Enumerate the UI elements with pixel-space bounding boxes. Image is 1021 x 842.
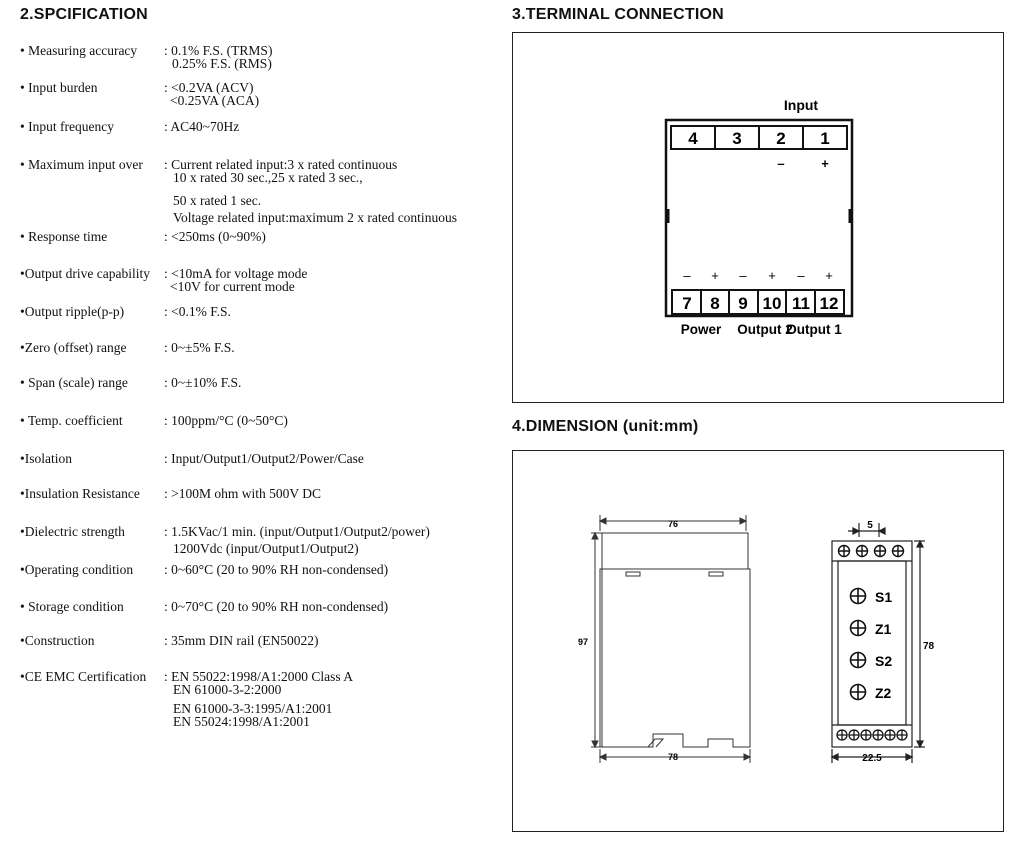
spec-value: : Current related input:3 x rated continuous 10 x rated 30 sec.,25 x rated 3 sec., 50 x rated 1 sec. Voltage related input:maximum 2 x rated continuous [164,157,457,225]
spec-value: : Input/Output1/Output2/Power/Case [164,451,364,466]
terminal-diagram [513,33,1003,402]
side-width-label: 22.5 [862,753,882,764]
spec-label: •Output drive capability [20,266,150,281]
spec-value: : <0.1% F.S. [164,304,231,319]
front-width-label: 76 [667,519,679,529]
spec-label: • Span (scale) range [20,375,128,390]
adjust-pots [851,589,866,700]
terminal-4: 4 [688,129,698,148]
spec-value: : <10mA for voltage mode <10V for current mode [164,266,308,294]
spec-label: • Maximum input over [20,157,143,172]
spec-value: : 0~±10% F.S. [164,375,242,390]
spec-label: •Isolation [20,451,72,466]
terminal-diagram-frame [512,32,1004,403]
spec-label: • Measuring accuracy [20,43,138,58]
side-view [832,523,925,763]
terminal-10-polarity: + [768,268,776,283]
spec-value: : 0~±5% F.S. [164,340,235,355]
terminal-9: 9 [738,294,748,313]
front-height-label: 97 [577,637,588,647]
spec-label: • Storage condition [20,599,124,614]
spec-value: : 0~70°C (20 to 90% RH non-condensed) [164,599,389,614]
front-base-label: 78 [667,752,679,762]
side-height-label: 78 [923,641,935,652]
spec-label: •Insulation Resistance [20,486,140,501]
dimension-diagram [513,451,1003,831]
spec-label: •CE EMC Certification [20,669,147,684]
terminal-7-polarity: – [683,268,691,283]
terminal-1-polarity: + [821,156,829,171]
terminal-8: 8 [710,294,720,313]
group-label-output-1: Output 1 [786,322,842,337]
spec-value: : >100M ohm with 500V DC [164,486,322,501]
terminal-3: 3 [732,129,742,148]
pot-label-s1: S1 [875,589,893,605]
spec-value: : 0.1% F.S. (TRMS) 0.25% F.S. (RMS) [164,43,273,71]
bottom-screw-row [837,730,907,740]
spec-value: : AC40~70Hz [164,119,240,134]
front-view [591,515,750,763]
spec-value: : EN 55022:1998/A1:2000 Class A EN 61000-3-2:2000 EN 61000-3-3:1995/A1:2001 EN 55024:1998/A1:2001 [164,669,354,729]
dimension-diagram-frame [512,450,1004,832]
terminal-2-polarity: – [777,156,785,171]
terminal-heading: 3.TERMINAL CONNECTION [512,6,724,23]
spec-label: •Operating condition [20,562,134,577]
input-label: Input [783,97,819,113]
pot-label-z2: Z2 [875,685,892,701]
pot-label-s2: S2 [875,653,893,669]
spec-value: : 1.5KVac/1 min. (input/Output1/Output2/power) 1200Vdc (input/Output1/Output2) [164,524,430,556]
spec-label: •Dielectric strength [20,524,125,539]
terminal-7: 7 [682,294,692,313]
terminal-9-polarity: – [739,268,747,283]
group-label-output-2: Output 2 [737,322,793,337]
spec-value: : <250ms (0~90%) [164,229,266,244]
spec-label: • Input burden [20,80,98,95]
spec-value: : <0.2VA (ACV) <0.25VA (ACA) [164,80,260,108]
spec-label: • Input frequency [20,119,114,134]
terminal-12: 12 [819,294,839,313]
terminal-8-polarity: + [711,268,719,283]
spec-value: : 100ppm/°C (0~50°C) [164,413,288,428]
terminal-10: 10 [762,294,782,313]
spec-label: •Output ripple(p-p) [20,304,125,319]
terminal-1: 1 [820,129,830,148]
dimension-heading: 4.DIMENSION (unit:mm) [512,418,699,435]
spec-value: : 35mm DIN rail (EN50022) [164,633,319,648]
terminal-2: 2 [776,129,786,148]
spec-heading: 2.SPCIFICATION [20,6,148,23]
terminal-12-polarity: + [825,268,833,283]
spec-label: •Zero (offset) range [20,340,127,355]
side-top-label: 5 [867,520,873,531]
spec-label: • Temp. coefficient [20,413,123,428]
top-screw-row [839,546,904,557]
spec-label: •Construction [20,633,95,648]
pot-label-z1: Z1 [875,621,892,637]
group-label-power: Power [680,322,722,337]
spec-value: : 0~60°C (20 to 90% RH non-condensed) [164,562,389,577]
spec-label: • Response time [20,229,108,244]
terminal-11-polarity: – [797,268,805,283]
terminal-11: 11 [792,294,810,313]
